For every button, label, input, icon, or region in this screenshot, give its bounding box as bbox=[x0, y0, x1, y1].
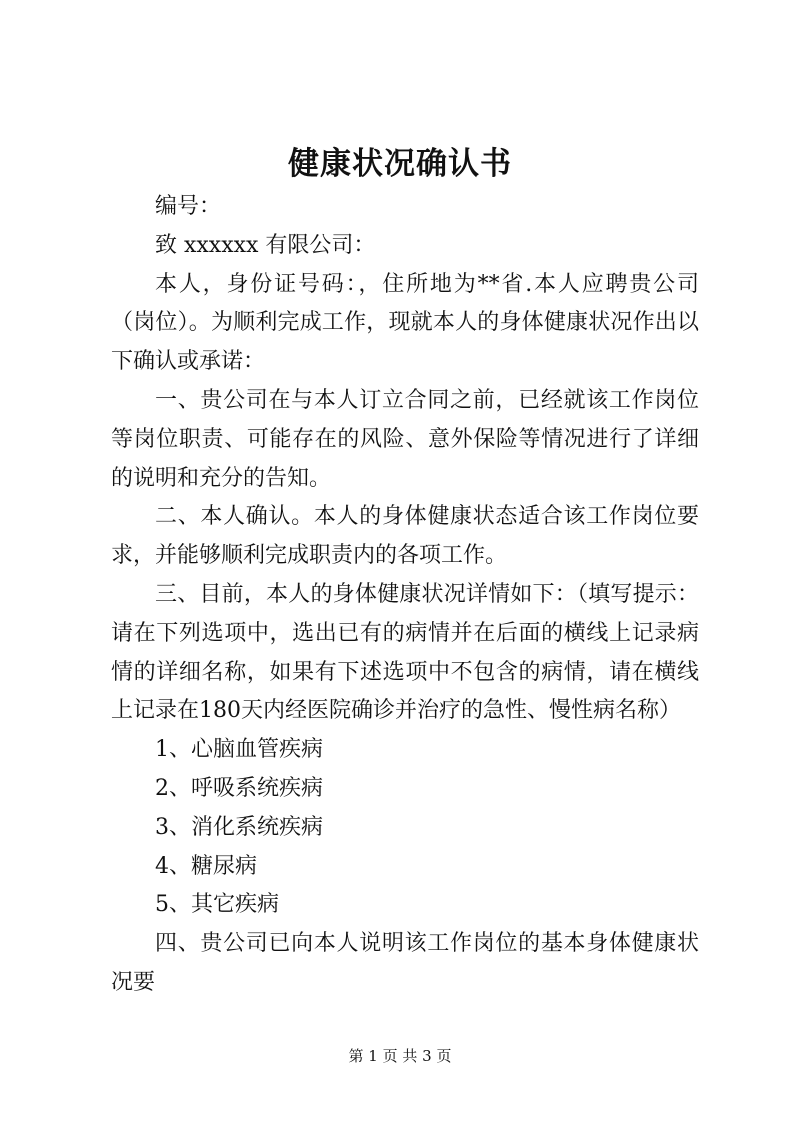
option-item-5: 5、其它疾病 bbox=[155, 892, 279, 918]
clause-one: 一、贵公司在与本人订立合同之前，已经就该工作岗位等岗位职责、可能存在的风险、意外保险等情况进行了详细的说明和充分的告知。 bbox=[111, 387, 699, 491]
page-number-footer: 第 1 页 共 3 页 bbox=[348, 1047, 452, 1065]
clause-four: 四、贵公司已向本人说明该工作岗位的基本身体健康状况要 bbox=[111, 931, 699, 995]
option-item-4: 4、糖尿病 bbox=[155, 853, 257, 879]
clause-three: 三、目前，本人的身体健康状况详情如下：（填写提示：请在下列选项中，选出已有的病情并在后面的横线上记录病情的详细名称，如果有下述选项中不包含的病情，请在横线上记录在180天内经医院确诊并治疗的急性、慢性病名称） bbox=[111, 581, 699, 724]
document-body bbox=[111, 188, 699, 1003]
serial-number-line: 编号： bbox=[155, 194, 222, 219]
document-title: 健康状况确认书 bbox=[288, 146, 512, 182]
intro-paragraph: 本人，身份证号码：，住所地为**省.本人应聘贵公司（岗位）。为顺利完成工作，现就本人的身体健康状况作出以下确认或承诺： bbox=[111, 271, 699, 375]
option-item-1: 1、心脑血管疾病 bbox=[155, 737, 323, 763]
option-item-3: 3、消化系统疾病 bbox=[155, 814, 323, 840]
addressee-line: 致 xxxxxx 有限公司： bbox=[155, 232, 376, 258]
option-item-2: 2、呼吸系统疾病 bbox=[155, 775, 323, 801]
clause-two: 二、本人确认。本人的身体健康状态适合该工作岗位要求，并能够顺利完成职责内的各项工作。 bbox=[111, 504, 699, 569]
